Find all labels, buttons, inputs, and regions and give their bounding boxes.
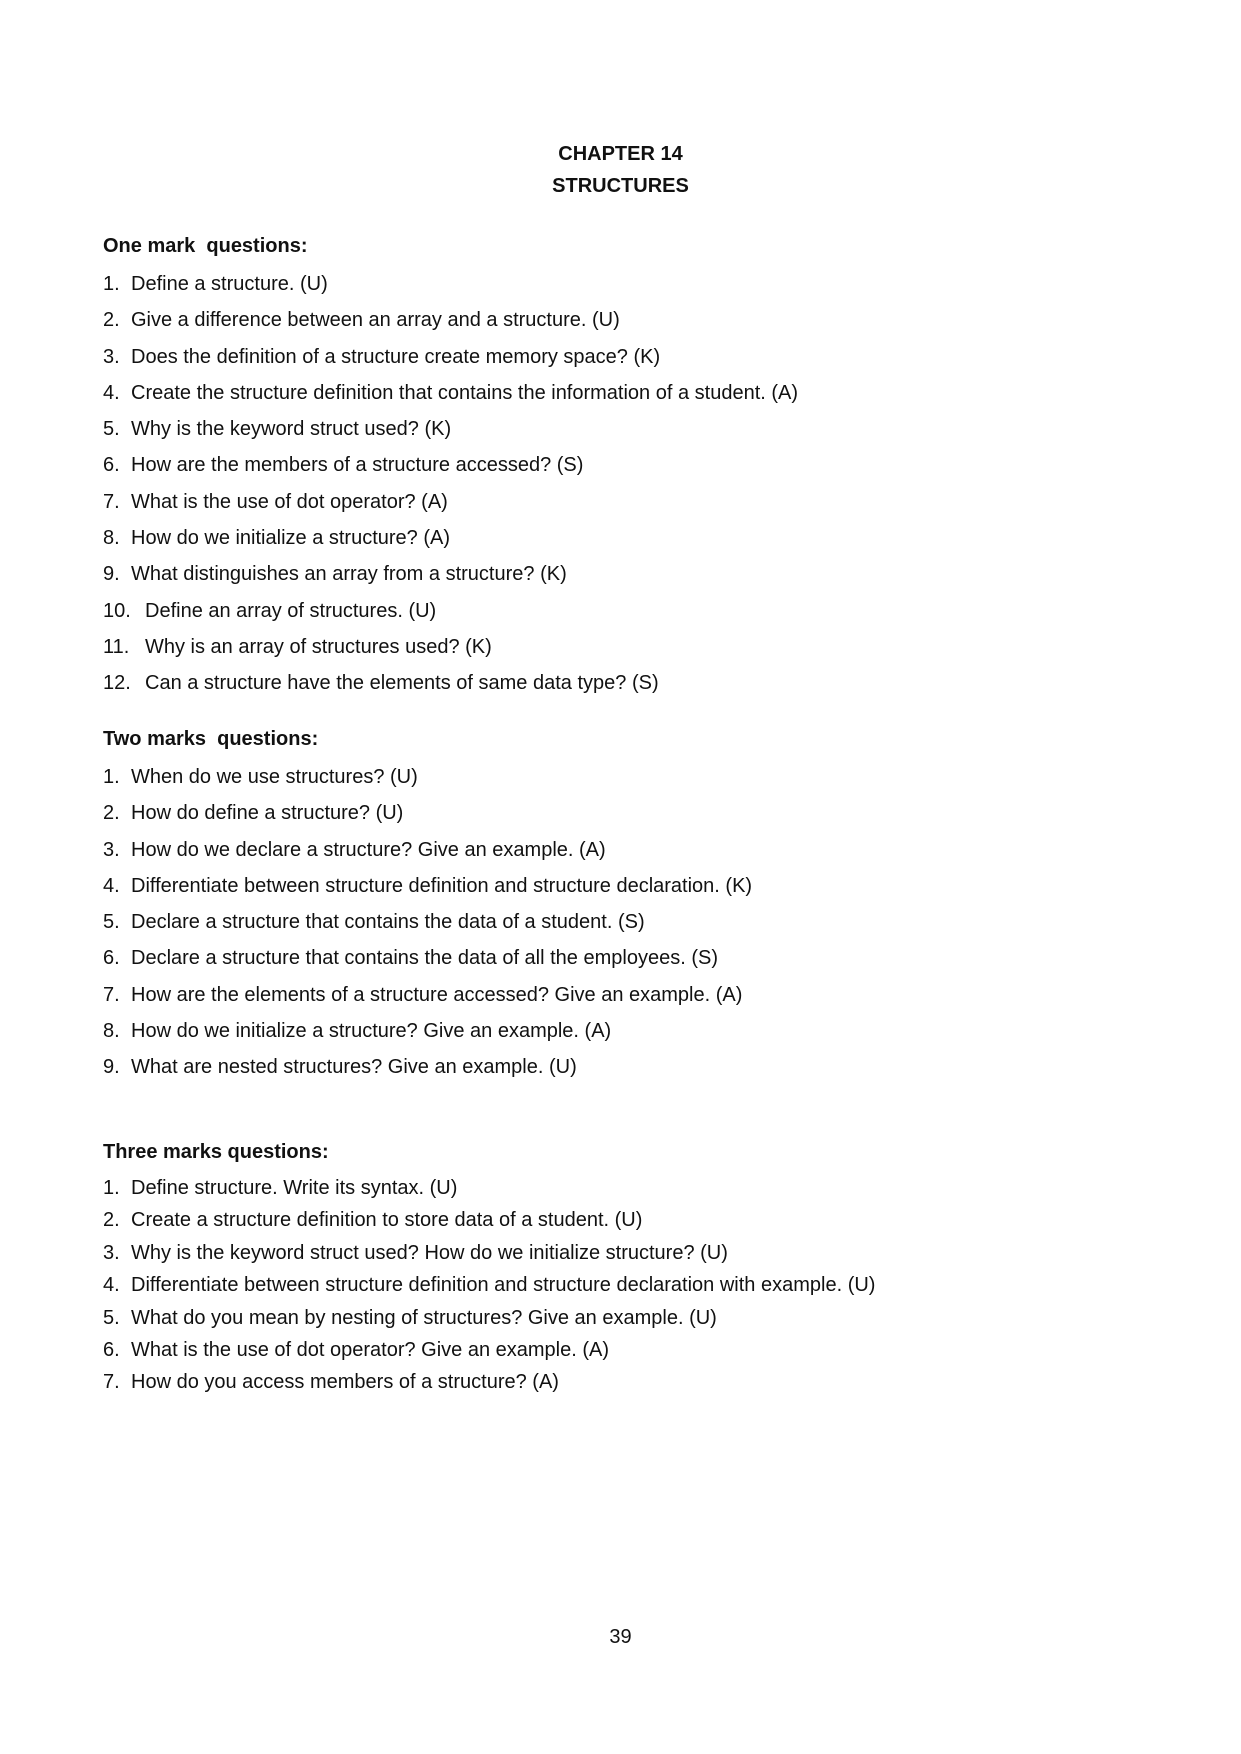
question-text: Create the structure definition that contains the information of a student. (A) [131, 381, 799, 404]
question-number: 1. [103, 766, 120, 788]
question-number: 5. [103, 911, 120, 934]
question-text: Give a difference between an array and a structure. (U) [131, 309, 620, 332]
question-text: Define an array of structures. (U) [145, 599, 437, 622]
section-title: Three marks questions: [103, 1141, 329, 1163]
question-number: 4. [103, 1274, 120, 1297]
question-number: 1. [103, 1177, 120, 1199]
question-text: Differentiate between structure definition and structure declaration with example. (U) [131, 1274, 876, 1297]
question-number: 8. [103, 527, 120, 550]
question-text: How do you access members of a structure? (A) [131, 1371, 559, 1394]
question-item [103, 556, 1143, 592]
question-item [103, 868, 1143, 904]
question-text: How do we declare a structure? Give an example. (A) [131, 838, 606, 861]
question-number: 5. [103, 418, 120, 441]
page-number: 39 [609, 1626, 632, 1648]
question-item [103, 1366, 1143, 1398]
question-item [103, 1172, 1143, 1204]
chapter-heading [0, 138, 1241, 202]
question-number: 4. [103, 874, 120, 897]
question-number: 6. [103, 454, 120, 477]
question-item [103, 629, 1143, 665]
question-number: 6. [103, 947, 120, 970]
question-number: 2. [103, 802, 120, 825]
question-number: 9. [103, 563, 120, 586]
question-text: What distinguishes an array from a structure? (K) [131, 563, 567, 586]
question-text: When do we use structures? (U) [131, 766, 418, 788]
question-item [103, 302, 1143, 338]
question-text: How are the members of a structure accessed? (S) [131, 454, 584, 477]
question-text: Declare a structure that contains the data of all the employees. (S) [131, 947, 718, 970]
question-item [103, 795, 1143, 831]
question-number: 3. [103, 1241, 120, 1264]
question-item [103, 1049, 1143, 1085]
question-item [103, 977, 1143, 1013]
question-number: 3. [103, 345, 120, 368]
section-title: One mark questions: [103, 235, 308, 257]
question-number: 6. [103, 1339, 120, 1362]
question-text: Define a structure. (U) [131, 273, 328, 295]
question-item [103, 665, 1143, 701]
section-one-mark [103, 232, 1143, 702]
question-list [103, 1172, 1143, 1399]
question-number: 7. [103, 1371, 120, 1394]
question-text: Why is the keyword struct used? (K) [131, 418, 452, 441]
question-item [103, 411, 1143, 447]
question-number: 9. [103, 1056, 120, 1079]
chapter-number: CHAPTER 14 [558, 143, 683, 165]
question-item [103, 484, 1143, 520]
question-item [103, 1269, 1143, 1301]
question-text: How do we initialize a structure? Give an example. (A) [131, 1020, 612, 1043]
question-text: Why is an array of structures used? (K) [145, 635, 492, 658]
section-two-marks [103, 725, 1143, 1086]
question-text: What do you mean by nesting of structures? Give an example. (U) [131, 1306, 717, 1329]
section-title: Two marks questions: [103, 728, 319, 750]
chapter-title: STRUCTURES [552, 175, 689, 197]
question-item [103, 593, 1143, 629]
question-number: 12. [103, 672, 131, 695]
question-item [103, 447, 1143, 483]
section-three-marks [103, 1138, 1143, 1399]
question-text: How do we initialize a structure? (A) [131, 527, 451, 550]
question-number: 5. [103, 1306, 120, 1329]
question-list [103, 266, 1143, 702]
question-item [103, 1237, 1143, 1269]
question-number: 11. [103, 635, 130, 658]
question-text: What is the use of dot operator? (A) [131, 490, 448, 513]
question-number: 3. [103, 838, 120, 861]
question-text: What is the use of dot operator? Give an example. (A) [131, 1339, 610, 1362]
question-number: 1. [103, 273, 120, 295]
question-item [103, 266, 1143, 302]
question-text: Define structure. Write its syntax. (U) [131, 1177, 458, 1199]
question-text: How are the elements of a structure accessed? Give an example. (A) [131, 983, 743, 1006]
question-number: 8. [103, 1020, 120, 1043]
question-item [103, 1302, 1143, 1334]
question-number: 2. [103, 309, 120, 332]
question-text: Declare a structure that contains the data of a student. (S) [131, 911, 645, 934]
question-item [103, 832, 1143, 868]
question-item [103, 904, 1143, 940]
question-text: What are nested structures? Give an example. (U) [131, 1056, 577, 1079]
question-text: Does the definition of a structure create memory space? (K) [131, 345, 661, 368]
question-item [103, 1334, 1143, 1366]
question-text: Create a structure definition to store data of a student. (U) [131, 1209, 643, 1232]
question-number: 10. [103, 599, 131, 622]
question-item [103, 1013, 1143, 1049]
question-item [103, 940, 1143, 976]
question-item [103, 520, 1143, 556]
question-text: How do define a structure? (U) [131, 802, 404, 825]
question-text: Differentiate between structure definition and structure declaration. (K) [131, 874, 753, 897]
question-item [103, 1204, 1143, 1236]
question-text: Can a structure have the elements of same data type? (S) [145, 672, 659, 695]
question-number: 2. [103, 1209, 120, 1232]
question-text: Why is the keyword struct used? How do we initialize structure? (U) [131, 1241, 728, 1264]
question-item [103, 759, 1143, 795]
question-number: 7. [103, 983, 120, 1006]
question-item [103, 375, 1143, 411]
question-number: 4. [103, 381, 120, 404]
question-number: 7. [103, 490, 120, 513]
question-item [103, 339, 1143, 375]
question-list [103, 759, 1143, 1086]
